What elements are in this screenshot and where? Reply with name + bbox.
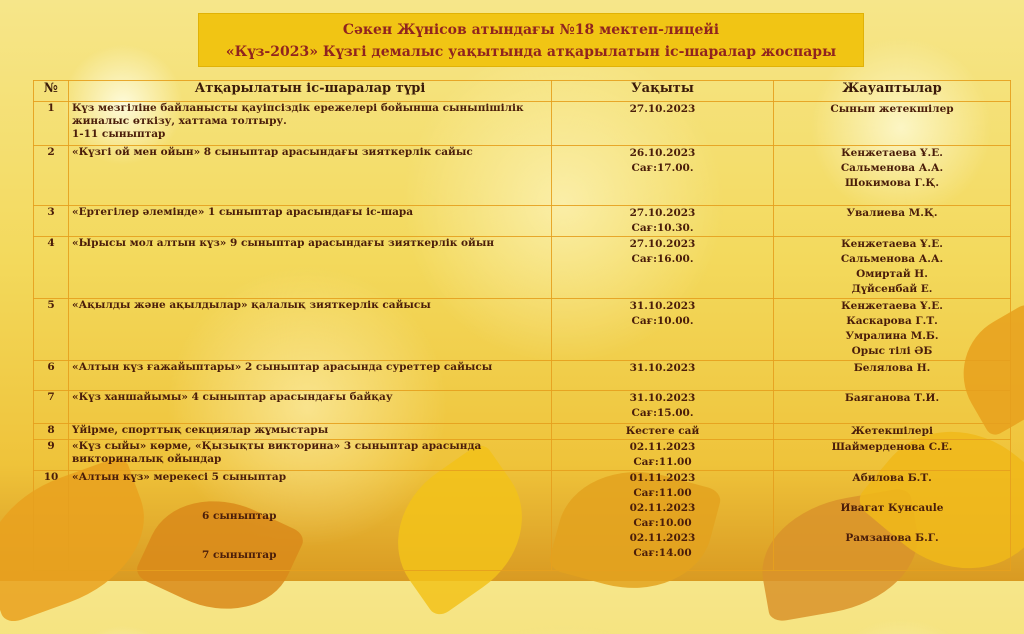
- table-row: [34, 471, 1011, 571]
- header-number: №: [34, 81, 69, 102]
- event-responsible-line: Кенжетаева Ұ.Е.: [841, 147, 943, 159]
- row-number: 8: [34, 424, 69, 440]
- event-time-line: Сағ:10.00: [633, 517, 692, 529]
- event-responsible-line: Сынып жетекшілер: [830, 103, 954, 115]
- event-description: [69, 299, 552, 361]
- table-row: [34, 206, 1011, 237]
- event-responsible-line: Умралина М.Б.: [845, 330, 939, 342]
- event-description: [69, 237, 552, 299]
- event-time: [552, 146, 774, 206]
- event-responsible-line: Рамзанова Б.Г.: [845, 532, 939, 544]
- table-row: [34, 424, 1011, 440]
- event-time-line: 27.10.2023: [629, 103, 696, 115]
- event-description-line: [72, 523, 548, 536]
- event-time-line: 31.10.2023: [629, 392, 696, 404]
- event-description-line: [72, 484, 548, 497]
- table-row: [34, 391, 1011, 424]
- event-responsible: [774, 361, 1011, 391]
- event-responsible-line: Сальменова А.А.: [840, 162, 944, 174]
- event-description: [69, 471, 552, 571]
- table-row: [34, 237, 1011, 299]
- event-time-line: 02.11.2023: [629, 441, 696, 453]
- events-plan-table: [33, 80, 1011, 571]
- event-description-line: [72, 497, 548, 510]
- title-line-school: Сәкен Жүнісов атындағы №18 мектеп-лицейі: [342, 22, 720, 38]
- event-description-line: «Ертегілер әлемінде» 1 сыныптар арасындағы іс-шара: [72, 206, 414, 218]
- event-responsible-line: [777, 516, 1007, 531]
- event-responsible: [774, 471, 1011, 571]
- event-responsible-line: Дүйсенбай Е.: [851, 283, 933, 295]
- event-time: [552, 471, 774, 571]
- event-description-line: Үйірме, спорттық секциялар жұмыстары: [72, 424, 329, 436]
- event-responsible-line: Баяганова Т.И.: [844, 392, 940, 404]
- event-responsible-line: Ивагат Кунсаule: [840, 502, 944, 514]
- event-time: [552, 299, 774, 361]
- event-responsible: [774, 299, 1011, 361]
- row-number: 6: [34, 361, 69, 391]
- event-description-line: Күз мезгіліне байланысты қауіпсіздік ережелері бойынша сыныпішілік: [72, 102, 524, 114]
- event-responsible: [774, 146, 1011, 206]
- event-description: [69, 361, 552, 391]
- table-row: [34, 299, 1011, 361]
- table-row: [34, 361, 1011, 391]
- row-number: 9: [34, 440, 69, 471]
- event-responsible-line: Шокимова Г.Қ.: [844, 177, 940, 189]
- event-time-line: 31.10.2023: [629, 362, 696, 374]
- event-description-line: 1-11 сыныптар: [72, 128, 166, 140]
- row-number: 3: [34, 206, 69, 237]
- event-description: [69, 146, 552, 206]
- event-time-line: 27.10.2023: [629, 238, 696, 250]
- event-responsible-line: Абилова Б.Т.: [852, 472, 932, 484]
- row-number: 5: [34, 299, 69, 361]
- header-responsible: Жауаптылар: [774, 81, 1011, 102]
- event-time-line: Сағ:14.00: [633, 547, 692, 559]
- event-responsible-line: [777, 486, 1007, 501]
- event-responsible-line: Кенжетаева Ұ.Е.: [841, 300, 943, 312]
- event-responsible: [774, 102, 1011, 146]
- event-responsible-line: Кенжетаева Ұ.Е.: [841, 238, 943, 250]
- row-number: 4: [34, 237, 69, 299]
- event-time-line: Сағ:10.30.: [631, 222, 694, 234]
- header-event-type: Атқарылатын іс-шаралар түрі: [69, 81, 552, 102]
- event-description-line: 6 сыныптар: [202, 510, 277, 522]
- title-line-plan: «Күз-2023» Күзгі демалыс уақытында атқарылатын іс-шаралар жоспары: [225, 44, 837, 60]
- event-description: [69, 424, 552, 440]
- event-responsible-line: Омиртай Н.: [856, 268, 928, 280]
- event-description-line: [72, 536, 548, 549]
- event-description: [69, 102, 552, 146]
- event-time-line: 31.10.2023: [629, 300, 696, 312]
- event-time-line: Кестеге сай: [625, 425, 700, 437]
- event-time: [552, 102, 774, 146]
- event-description-line: «Күз ханшайымы» 4 сыныптар арасындағы байқау: [72, 391, 393, 403]
- event-responsible: [774, 391, 1011, 424]
- table-row: [34, 102, 1011, 146]
- event-description-line: «Күз сыйы» көрме, «Қызықты викторина» 3 сыныптар арасында: [72, 440, 482, 452]
- event-description: [69, 206, 552, 237]
- event-description-line: «Күзгі ой мен ойын» 8 сыныптар арасындағы зияткерлік сайыс: [72, 146, 473, 158]
- event-time: [552, 237, 774, 299]
- event-time-line: 02.11.2023: [629, 532, 696, 544]
- event-responsible-line: Каскарова Г.Т.: [846, 315, 938, 327]
- event-time-line: 01.11.2023: [629, 472, 696, 484]
- document-title: [198, 13, 864, 67]
- event-responsible-line: Орыс тілі ӘБ: [851, 345, 933, 357]
- event-description-line: 7 сыныптар: [202, 549, 277, 561]
- event-time-line: Сағ:16.00.: [631, 253, 694, 265]
- event-time-line: 27.10.2023: [629, 207, 696, 219]
- event-time-line: 02.11.2023: [629, 502, 696, 514]
- table-row: [34, 146, 1011, 206]
- table-row: [34, 440, 1011, 471]
- event-responsible: [774, 206, 1011, 237]
- event-time-line: Сағ:17.00.: [631, 162, 694, 174]
- event-description: [69, 440, 552, 471]
- event-description: [69, 391, 552, 424]
- event-description-line: «Алтын күз» мерекесі 5 сыныптар: [72, 471, 287, 483]
- event-time: [552, 361, 774, 391]
- event-description-line: «Ақылды және ақылдылар» қалалық зияткерлік сайысы: [72, 299, 431, 311]
- event-description-line: викториналық ойындар: [72, 453, 222, 465]
- event-time-line: Сағ:10.00.: [631, 315, 694, 327]
- event-responsible-line: Жетекшілері: [851, 425, 933, 437]
- event-time: [552, 206, 774, 237]
- row-number: 7: [34, 391, 69, 424]
- event-responsible: [774, 440, 1011, 471]
- event-responsible-line: Белялова Н.: [853, 362, 931, 374]
- event-time-line: Сағ:15.00.: [631, 407, 694, 419]
- row-number: 2: [34, 146, 69, 206]
- event-description-line: «Алтын күз ғажайыптары» 2 сыныптар арасында суреттер сайысы: [72, 361, 493, 373]
- row-number: 10: [34, 471, 69, 571]
- event-time-line: Сағ:11.00: [633, 487, 692, 499]
- event-time-line: 26.10.2023: [629, 147, 696, 159]
- event-description-line: жиналыс өткізу, хаттама толтыру.: [72, 115, 287, 127]
- header-time: Уақыты: [552, 81, 774, 102]
- event-responsible-line: Шаймерденова С.Е.: [831, 441, 953, 453]
- table-header-row: [34, 81, 1011, 102]
- row-number: 1: [34, 102, 69, 146]
- event-responsible: [774, 237, 1011, 299]
- event-responsible-line: Увалиева М.Қ.: [846, 207, 938, 219]
- event-time: [552, 440, 774, 471]
- event-responsible-line: Сальменова А.А.: [840, 253, 944, 265]
- event-time-line: Сағ:11.00: [633, 456, 692, 468]
- event-time: [552, 424, 774, 440]
- event-responsible: [774, 424, 1011, 440]
- event-time: [552, 391, 774, 424]
- event-description-line: «Ырысы мол алтын күз» 9 сыныптар арасындағы зияткерлік ойын: [72, 237, 495, 249]
